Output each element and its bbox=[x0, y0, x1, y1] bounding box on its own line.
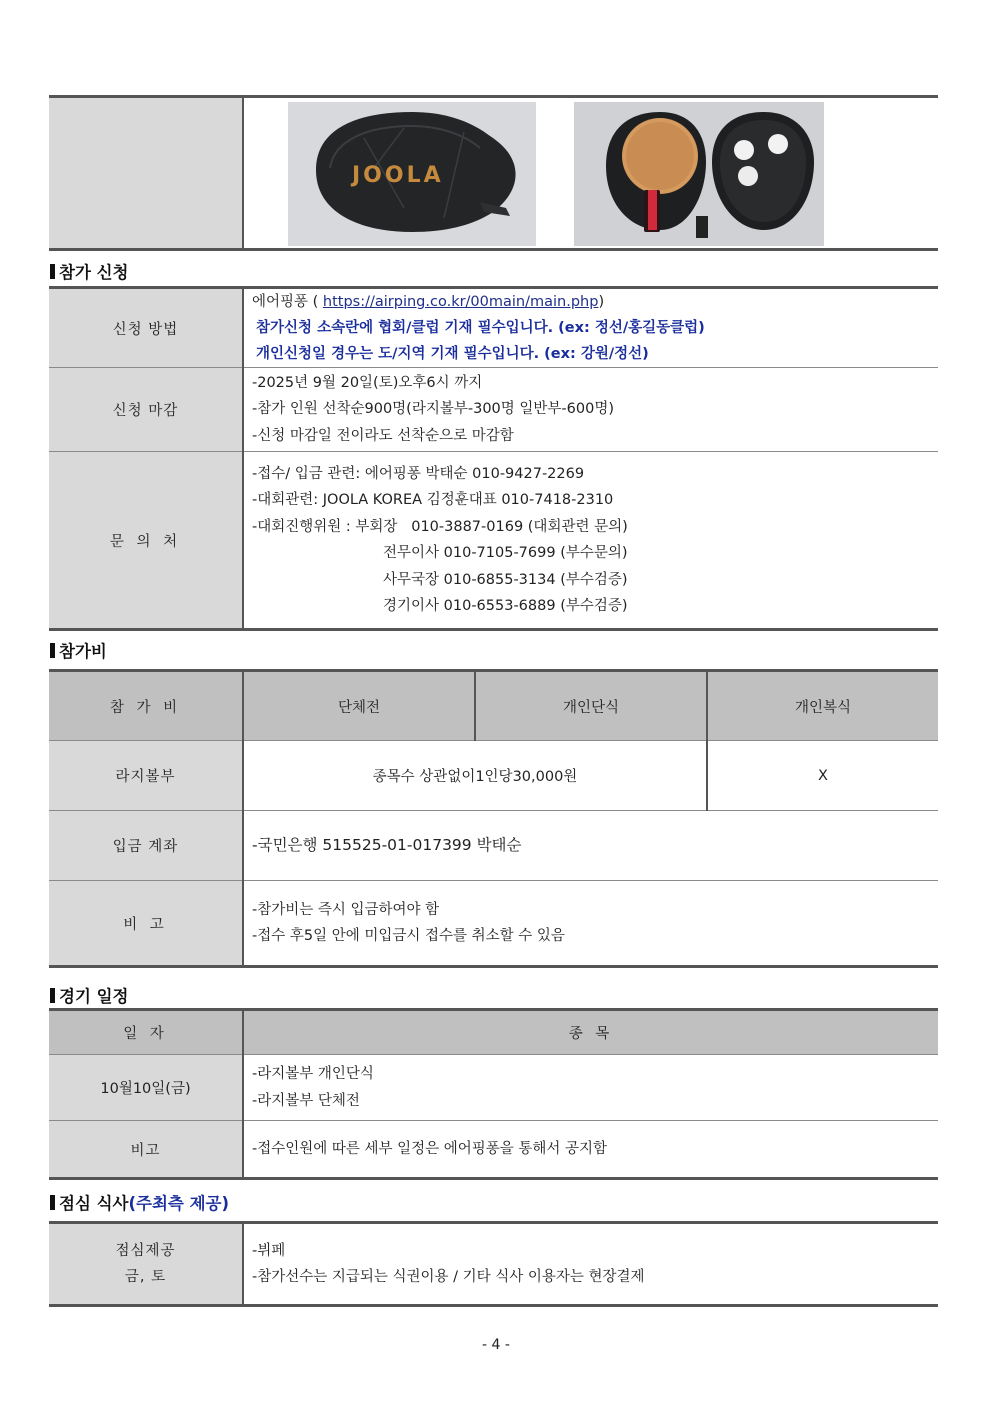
deadline-line: -2025년 9월 20일(토)오후6시 까지 bbox=[252, 374, 483, 391]
photo-table bbox=[49, 95, 938, 251]
joola-logo: JOOLA bbox=[352, 163, 444, 188]
lunch-section-title: 점심 식사(주최측 제공) bbox=[50, 1190, 229, 1214]
fee-header: 개인복식 bbox=[707, 671, 938, 741]
fee-account-label: 입금 계좌 bbox=[49, 811, 243, 881]
fee-header-row bbox=[49, 671, 938, 741]
apply-contact-row bbox=[49, 452, 938, 630]
apply-section-title: 참가 신청 bbox=[50, 259, 129, 283]
fee-doubles-value: X bbox=[707, 741, 938, 811]
schedule-event: -라지볼부 단체전 bbox=[252, 1092, 360, 1109]
schedule-note-value: -접수인원에 따른 세부 일정은 에어핑퐁을 통해서 공지함 bbox=[243, 1121, 938, 1179]
section-marker-icon bbox=[50, 988, 55, 1003]
schedule-header-row bbox=[49, 1010, 938, 1055]
fee-note-row bbox=[49, 881, 938, 967]
fee-header: 단체전 bbox=[243, 671, 475, 741]
contact-line: -접수/ 입금 관련: 에어핑퐁 박태순 010-9427-2269 bbox=[252, 465, 585, 482]
photo-label-cell bbox=[49, 97, 243, 250]
deadline-line: -신청 마감일 전이라도 선착순으로 마감함 bbox=[252, 427, 514, 444]
deadline-line: -참가 인원 선착순900명(라지볼부-300명 일반부-600명) bbox=[252, 401, 614, 418]
fee-largeball-row bbox=[49, 741, 938, 811]
method-prefix: 에어핑퐁 ( bbox=[252, 294, 323, 310]
lunch-row bbox=[49, 1223, 938, 1306]
schedule-date-row bbox=[49, 1055, 938, 1121]
apply-deadline-label: 신청 마감 bbox=[49, 368, 243, 452]
fee-note-line: -접수 후5일 안에 미입금시 접수를 취소할 수 있음 bbox=[252, 928, 565, 944]
section-marker-icon bbox=[50, 643, 55, 658]
apply-deadline-row bbox=[49, 368, 938, 452]
schedule-header: 종 목 bbox=[243, 1010, 938, 1055]
fee-header: 개인단식 bbox=[475, 671, 707, 741]
schedule-note-label: 비고 bbox=[49, 1121, 243, 1179]
lunch-label-line: 금, 토 bbox=[124, 1269, 167, 1285]
lunch-section-sub: (주최측 제공) bbox=[128, 1194, 230, 1213]
fee-header: 참 가 비 bbox=[49, 671, 243, 741]
schedule-section-title: 경기 일정 bbox=[50, 983, 129, 1007]
section-marker-icon bbox=[50, 1195, 55, 1210]
contact-line: 경기이사 010-6553-6889 (부수검증) bbox=[383, 598, 628, 614]
page-number: - 4 - bbox=[482, 1337, 510, 1353]
fee-account-row bbox=[49, 811, 938, 881]
contact-line: 사무국장 010-6855-3134 (부수검증) bbox=[383, 571, 628, 588]
closed-case-photo bbox=[288, 102, 536, 246]
fee-note-label: 비 고 bbox=[49, 881, 243, 967]
product-photos bbox=[244, 98, 934, 248]
lunch-label-line: 점심제공 bbox=[115, 1243, 176, 1259]
apply-table bbox=[49, 286, 938, 631]
contact-line: -대회관련: JOOLA KOREA 김정훈대표 010-7418-2310 bbox=[252, 492, 614, 508]
method-note-2: 개인신청일 경우는 도/지역 기재 필수입니다. (ex: 강원/정선) bbox=[256, 346, 649, 362]
method-suffix: ) bbox=[598, 294, 605, 310]
fee-note-line: -참가비는 즉시 입금하여야 함 bbox=[252, 901, 440, 918]
photo-cell bbox=[243, 97, 938, 250]
lunch-table bbox=[49, 1221, 938, 1307]
fee-amount: 종목수 상관없이1인당30,000원 bbox=[243, 741, 707, 811]
fee-table bbox=[49, 669, 938, 968]
airping-link[interactable]: https://airping.co.kr/00main/main.php bbox=[322, 294, 599, 310]
schedule-header: 일 자 bbox=[49, 1010, 243, 1055]
contact-line: -대회진행위원 : 부회장 010-3887-0169 (대회관련 문의) bbox=[252, 518, 628, 535]
method-note-1: 참가신청 소속란에 협회/클럽 기재 필수입니다. (ex: 정선/홍길동클럽) bbox=[256, 320, 705, 336]
schedule-event: -라지볼부 개인단식 bbox=[252, 1066, 374, 1082]
fee-row-label: 라지볼부 bbox=[49, 741, 243, 811]
apply-contact-label: 문 의 처 bbox=[49, 452, 243, 630]
apply-method-label: 신청 방법 bbox=[49, 288, 243, 368]
schedule-table bbox=[49, 1008, 938, 1180]
fee-section-title: 참가비 bbox=[50, 638, 107, 662]
section-marker-icon bbox=[50, 264, 55, 279]
lunch-line: -참가선수는 지급되는 식권이용 / 기타 식사 이용자는 현장결제 bbox=[252, 1269, 645, 1285]
schedule-date: 10월10일(금) bbox=[49, 1055, 243, 1121]
contact-line: 전무이사 010-7105-7699 (부수문의) bbox=[383, 545, 628, 561]
fee-account-value: -국민은행 515525-01-017399 박태순 bbox=[243, 811, 938, 881]
apply-method-row bbox=[49, 288, 938, 368]
open-case-photo bbox=[574, 102, 824, 246]
lunch-line: -뷔페 bbox=[252, 1242, 286, 1259]
schedule-note-row bbox=[49, 1121, 938, 1179]
